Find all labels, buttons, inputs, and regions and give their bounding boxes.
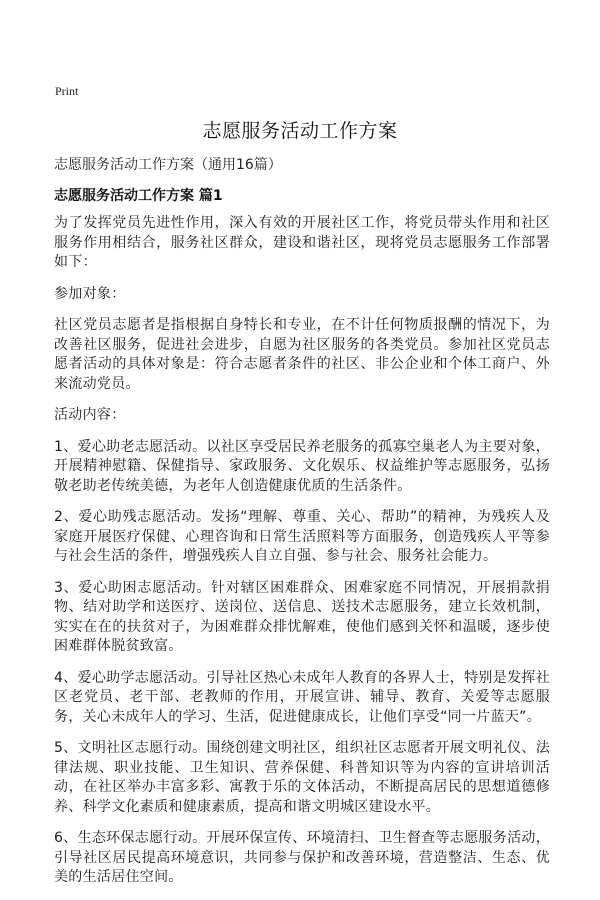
intro-paragraph: 为了发挥党员先进性作用，深入有效的开展社区工作，将党员带头作用和社区服务作用相结合，服务社区群众，建设和谐社区，现将党员志愿服务工作部署如下： (54, 215, 550, 270)
activity-item-1: 1、爱心助老志愿活动。以社区享受居民养老服务的孤寡空巢老人为主要对象，开展精神慰籍、保健指导、家政服务、文化娱乐、权益维护等志愿服务，弘扬敬老助老传统美德，为老年人创造健康优质的生活条件。 (54, 438, 550, 494)
participants-label: 参加对象： (54, 285, 126, 302)
print-label[interactable]: Print (55, 84, 79, 98)
document-title: 志愿服务活动工作方案 (202, 120, 398, 142)
document-subtitle: 志愿服务活动工作方案（通用16篇） (54, 157, 282, 173)
activity-item-4: 4、爱心助学志愿活动。引导社区热心未成年人教育的各界人士，特别是发挥社区老党员、老干部、老教师的作用，开展宣讲、辅导、教育、关爱等志愿服务，关心未成年人的学习、生活，促进健康成长，让他们享受“同一片蓝天”。 (54, 669, 550, 725)
activities-label: 活动内容： (54, 407, 126, 423)
activity-item-3: 3、爱心助困志愿活动。针对辖区困难群众、困难家庭不同情况，开展捐款捐物、结对助学和送医疗、送岗位、送信息、送技术志愿服务，建立长效机制，实实在在的扶贫对子，为困难群众排忧解难，使他们感到关怀和温暖，逐步使困难群体脱贫致富。 (54, 579, 550, 654)
participants-paragraph: 社区党员志愿者是指根据自身特长和专业，在不计任何物质报酬的情况下，为改善社区服务，促进社会进步，自愿为社区服务的各类党员。参加社区党员志愿者活动的具体对象是：符合志愿者条件的社区、非公企业和个体工商户、外来流动党员。 (54, 317, 550, 392)
section-heading: 志愿服务活动工作方案 篇1 (54, 188, 223, 204)
activity-item-2: 2、爱心助残志愿活动。发扬“理解、尊重、关心、帮助”的精神，为残疾人及家庭开展医疗保健、心理咨询和日常生活照料等方面服务，创造残疾人平等参与社会生活的条件，增强残疾人自立自强、参与社会、服务社会能力。 (54, 509, 550, 564)
document-body (54, 214, 550, 900)
activity-item-6: 6、生态环保志愿行动。开展环保宣传、环境清扫、卫生督查等志愿服务活动，引导社区居民提高环境意识，共同参与保护和改善环境，营造整洁、生态、优美的生活居住空间。 (54, 830, 550, 885)
activity-item-5: 5、文明社区志愿行动。围绕创建文明社区，组织社区志愿者开展文明礼仪、法律法规、职业技能、卫生知识、营养保健、科普知识等为内容的宣讲培训活动，在社区举办丰富多彩、寓教于乐的文体活动，不断提高居民的思想道德修养、科学文化素质和健康素质，提高和谐文明城区建设水平。 (54, 740, 550, 815)
